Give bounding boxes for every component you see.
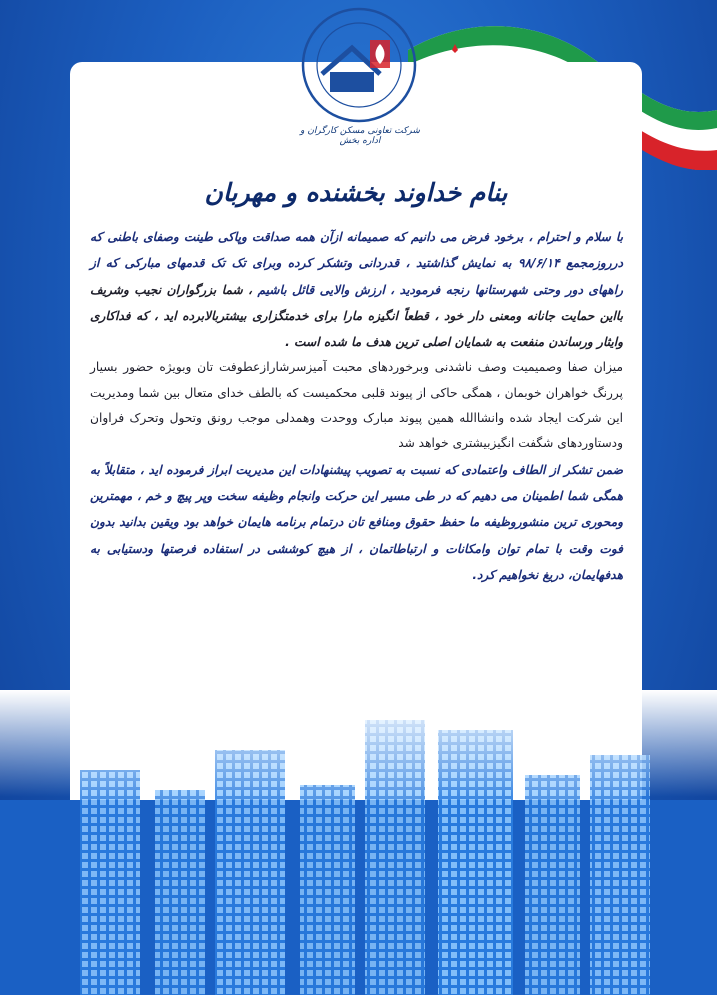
paragraph-2: میزان صفا وصمیمیت وصف ناشدنی وبرخوردهای محبت آمیزسرشارازعطوفت تان وبویژه حضور بسیار پررنگ خواهران خوبمان ، همگی حاکی از پیوند قلبی محکمیست که بالطف خدای متعال بین شما ومدیریت این شرکت ایجاد شده وانشاالله همین پیوند مبارک ووحدت وهمدلی موجب رونق وتحول وتحرک فراوان ودستاوردهای شگفت انگیزبیشتری خواهد شد [90,360,623,451]
city-skyline-illustration [0,690,717,995]
letter-heading: بنام خداوند بخشنده و مهربان [204,178,508,207]
cooperative-emblem [300,6,418,124]
paragraph-1-tail: ، شما بزرگواران نجیب وشریف بااین حمایت جانانه ومعنی دار خود ، قطعاً انگیزه مارا برای خدمتگزاری بیشتربالابرده اید ، که فداکاری وایثار ورساندن منفعت به شمایان اصلی ترین هدف ما شده است . [90,282,623,350]
paragraph-1-bold: با سلام و احترام ، برخود فرض می دانیم که صمیمانه ازآن همه صداقت وپاکی طینت وصفای باطنی که درروزمجمع ۹۸/۶/۱۴ به نمایش گذاشتید ، قدردانی وتشکر کرده وبرای تک تک قدمهای مبارکی که از راههای دور وحتی شهرستانها رنجه فرمودید ، ارزش والایی قائل باشیم [90,230,623,297]
paragraph-1 [90,224,623,355]
company-name: شرکت تعاونی مسکن کارگران و اداره بخش [300,126,420,146]
paragraph-3: ضمن تشکر از الطاف واعتمادی که نسبت به تصویب پیشنهادات این مدیریت ابراز فرموده اید ، متقابلاً به همگی شما اطمینان می دهیم که در طی مسیر این حرکت وانجام وظیفه سخت وپر پیچ و خم ، مهمترین ومحوری ترین منشوروظیفه ما حفظ حقوق ومنافع تان درتمام برنامه هایمان خواهد بود ویقین بدانید بدون فوت وقت با تمام توان وامکانات و ارتباطاتمان ، از هیچ کوششی در استفاده فرصتها ودستیابی به هدفهایمان، دریغ نخواهیم کرد. [90,462,623,582]
letter-body [90,224,623,588]
